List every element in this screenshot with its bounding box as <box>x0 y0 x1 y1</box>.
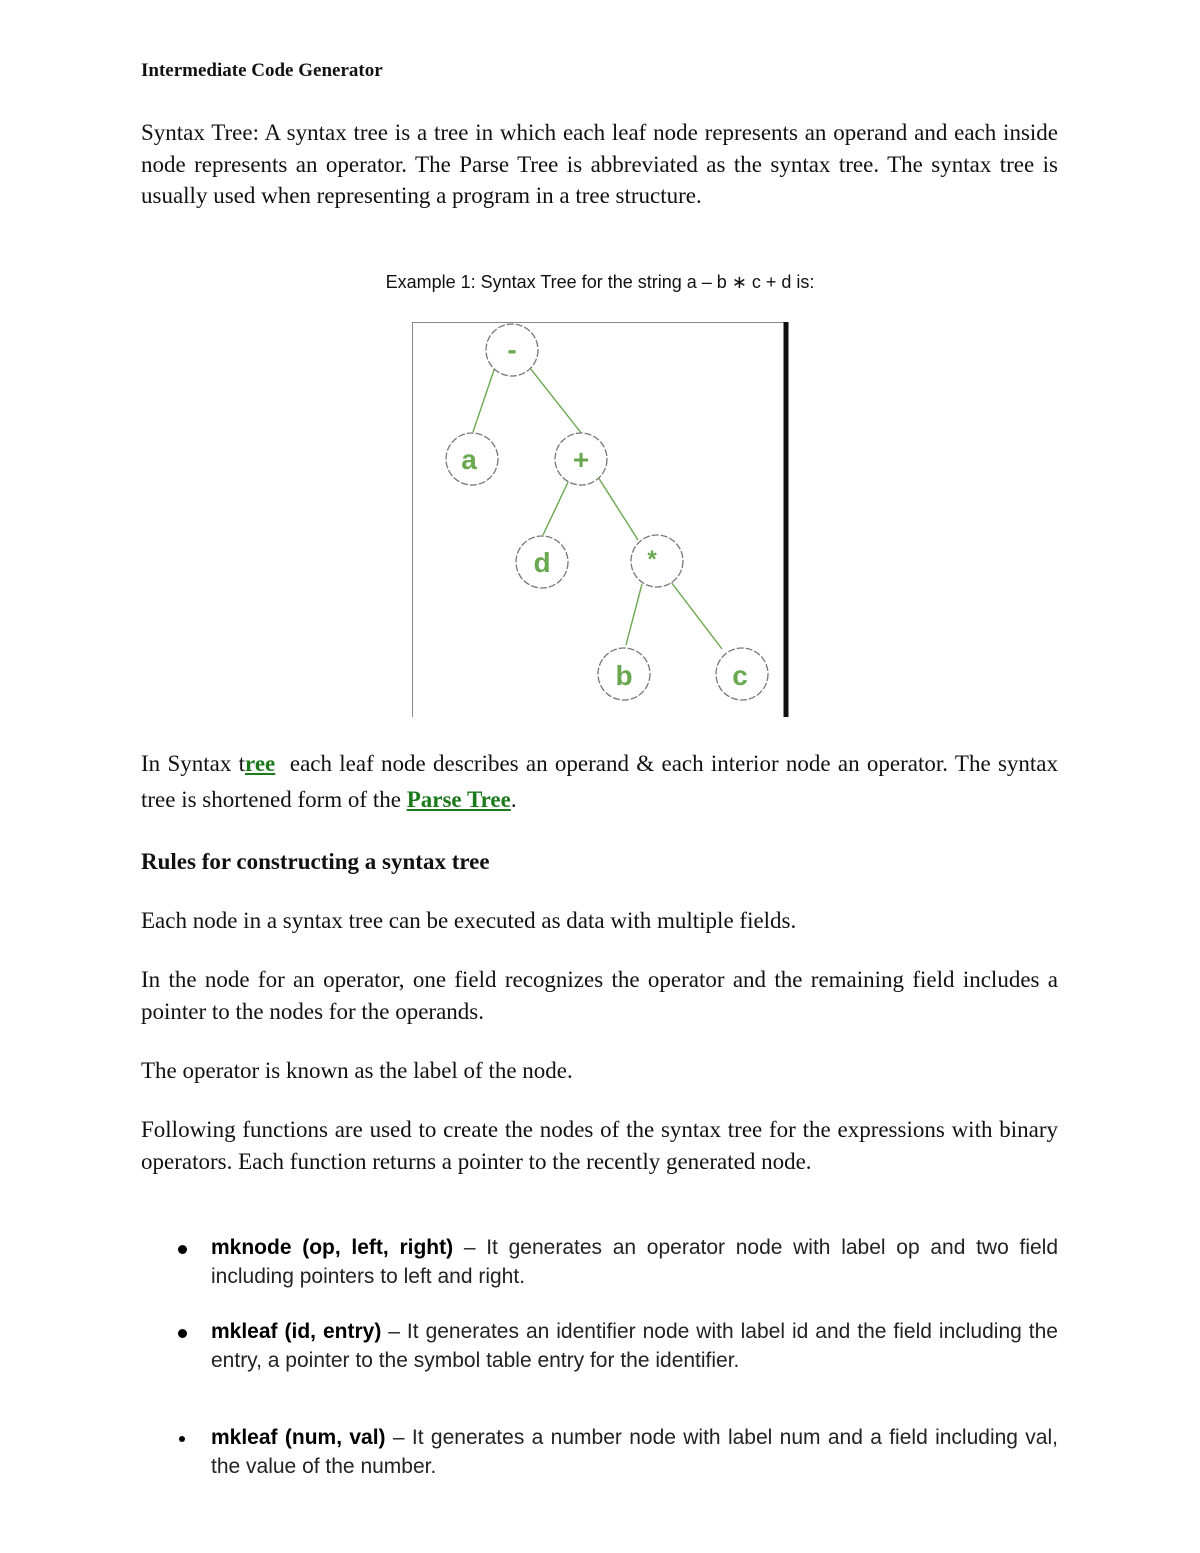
list-item <box>141 1318 1058 1375</box>
node-plus-label: + <box>572 444 590 475</box>
node-b-label: b <box>615 660 633 691</box>
list-item <box>141 1234 1058 1291</box>
syntax-para-text-3: . <box>510 787 517 812</box>
edge-plus-star <box>598 477 638 540</box>
node-minus-label: - <box>507 334 517 365</box>
node-a-label: a <box>461 444 477 475</box>
syntax-para-text-2: each leaf node describes an operand & each interior node an operator. The syntax tree is shortened form of the <box>141 751 1064 812</box>
function-name: mkleaf (num, val) <box>211 1426 386 1449</box>
node-star-circle <box>631 535 683 587</box>
bullet-icon <box>178 1329 187 1338</box>
parse-tree-link[interactable]: Parse Tree <box>406 787 511 812</box>
intro-paragraph: Syntax Tree: A syntax tree is a tree in which each leaf node represents an operand and each inside node represents an operator. The Parse Tree is abbreviated as the syntax tree. The syntax tree is usually used when representing a program in a tree structure. <box>141 120 1058 208</box>
rules-paragraph-4: Following functions are used to create the nodes of the syntax tree for the expressions with binary operators. Each function returns a pointer to the recently generated node. <box>141 1117 1058 1174</box>
edge-minus-plus <box>530 368 582 434</box>
list-item <box>141 1424 1058 1481</box>
edge-star-c <box>671 582 722 649</box>
functions-list <box>141 1234 1058 1481</box>
rules-paragraph-2: In the node for an operator, one field recognizes the operator and the remaining field includes a pointer to the nodes for the operands. <box>141 967 1058 1024</box>
syntax-tree-paragraph <box>141 746 1064 818</box>
syntax-tree-figure <box>412 322 790 717</box>
bullet-icon <box>179 1436 185 1442</box>
node-star-label: * <box>647 546 657 573</box>
figure-caption: Example 1: Syntax Tree for the string a – b ∗ c + d is: <box>385 272 815 292</box>
edge-minus-a <box>473 367 495 432</box>
function-name: mknode (op, left, right) <box>211 1236 454 1259</box>
tree-link[interactable]: ree <box>245 751 276 776</box>
edge-star-b <box>626 584 642 645</box>
function-description: – It generates an identifier node with label id and the field including the entry, a pointer to the symbol table entry for the identifier. <box>211 1320 1058 1372</box>
function-description: – It generates a number node with label num and a field including val, the value of the number. <box>211 1426 1058 1478</box>
function-description: – It generates an operator node with label op and two field including pointers to left and right. <box>211 1236 1059 1288</box>
rules-paragraph-1: Each node in a syntax tree can be executed as data with multiple fields. <box>141 908 797 933</box>
edge-plus-d <box>543 480 569 535</box>
syntax-para-text-1: In Syntax t <box>141 751 246 776</box>
function-name: mkleaf (id, entry) <box>211 1320 382 1343</box>
bullet-icon <box>178 1245 187 1254</box>
node-c-label: c <box>732 660 748 691</box>
node-d-label: d <box>533 547 551 578</box>
rules-heading: Rules for constructing a syntax tree <box>141 849 490 874</box>
page-header: Intermediate Code Generator <box>141 60 383 81</box>
rules-paragraph-3: The operator is known as the label of the node. <box>141 1058 573 1083</box>
